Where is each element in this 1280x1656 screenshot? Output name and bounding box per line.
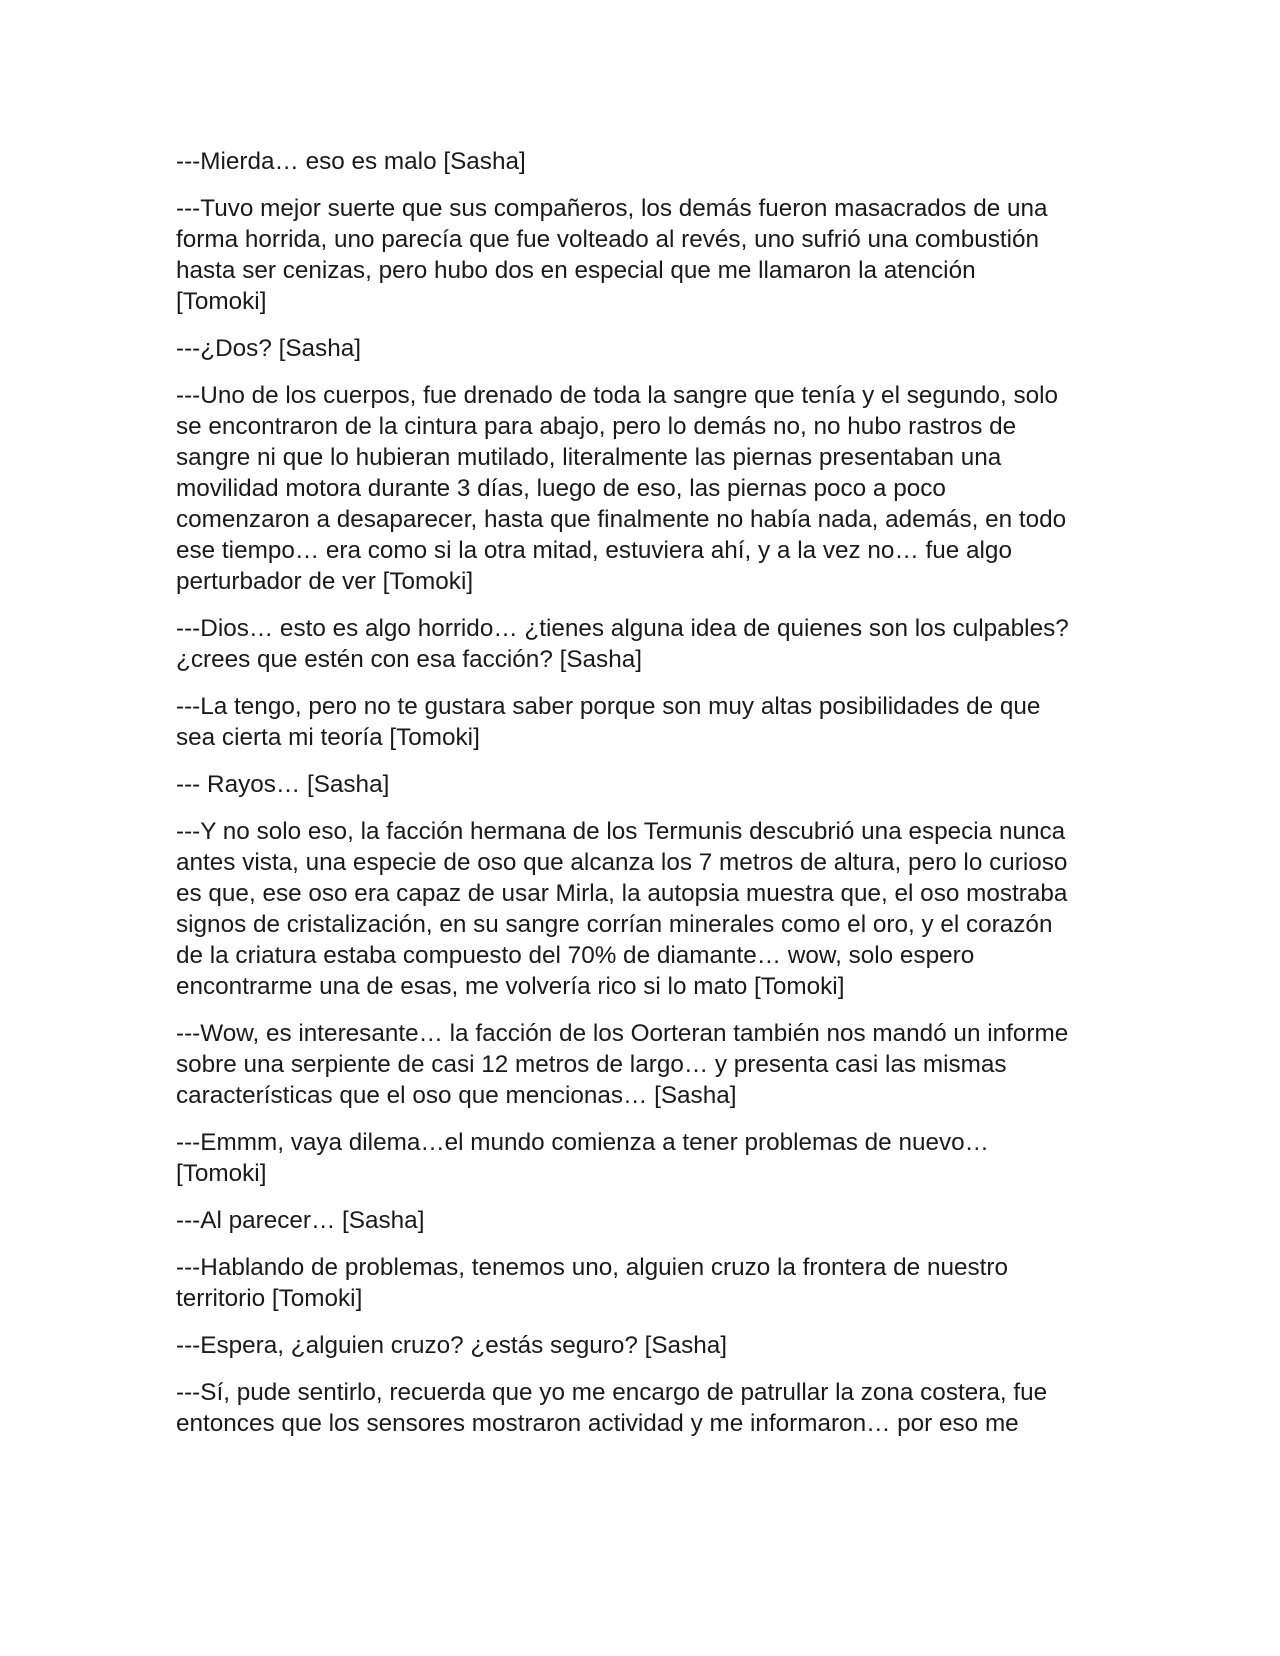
dialogue-paragraph: --- Rayos… [Sasha] [176,771,390,798]
dialogue-paragraph: ---La tengo, pero no te gustara saber porque son muy altas posibilidades de que sea cierta mi teoría [Tomoki] [176,693,1041,751]
dialogue-paragraph: ---Tuvo mejor suerte que sus compañeros, los demás fueron masacrados de una forma horrida, uno parecía que fue volteado al revés, uno sufrió una combustión hasta ser cenizas, pero hubo dos en especial que me llamaron la atención [Tomoki] [176,195,1048,315]
dialogue-paragraph: ---Y no solo eso, la facción hermana de los Termunis descubrió una especia nunca antes vista, una especie de oso que alcanza los 7 metros de altura, pero lo curioso es que, ese oso era capaz de usar Mirla, la autopsia muestra que, el oso mostraba signos de cristalización, en su sangre corrían minerales como el oro, y el corazón de la criatura estaba compuesto del 70% de diamante… wow, solo espero encontrarme una de esas, me volvería rico si lo mato [Tomoki] [176,818,1068,1000]
dialogue-paragraph: ---¿Dos? [Sasha] [176,335,361,362]
dialogue-paragraph: ---Dios… esto es algo horrido… ¿tienes alguna idea de quienes son los culpables? ¿crees que estén con esa facción? [Sasha] [176,615,1069,673]
dialogue-paragraph: ---Uno de los cuerpos, fue drenado de toda la sangre que tenía y el segundo, solo se encontraron de la cintura para abajo, pero lo demás no, no hubo rastros de sangre ni que lo hubieran mutilado, literalmente las piernas presentaban una movilidad motora durante 3 días, luego de eso, las piernas poco a poco comenzaron a desaparecer, hasta que finalmente no había nada, además, en todo ese tiempo… era como si la otra mitad, estuviera ahí, y a la vez no… fue algo perturbador de ver [Tomoki] [176,382,1067,595]
dialogue-paragraph: ---Hablando de problemas, tenemos uno, alguien cruzo la frontera de nuestro territorio [Tomoki] [176,1254,1008,1312]
dialogue-paragraph: ---Al parecer… [Sasha] [176,1207,425,1234]
dialogue-paragraph: ---Emmm, vaya dilema…el mundo comienza a tener problemas de nuevo… [Tomoki] [176,1129,989,1187]
dialogue-paragraph: ---Mierda… eso es malo [Sasha] [176,148,526,175]
dialogue-paragraph: ---Espera, ¿alguien cruzo? ¿estás seguro? [Sasha] [176,1332,727,1359]
dialogue-paragraph: ---Sí, pude sentirlo, recuerda que yo me encargo de patrullar la zona costera, fue entonces que los sensores mostraron actividad y me informaron… por eso me [176,1379,1048,1437]
document-body [176,146,1106,1455]
dialogue-paragraph: ---Wow, es interesante… la facción de los Oorteran también nos mandó un informe sobre una serpiente de casi 12 metros de largo… y presenta casi las mismas características que el oso que mencionas… [Sasha] [176,1020,1069,1109]
